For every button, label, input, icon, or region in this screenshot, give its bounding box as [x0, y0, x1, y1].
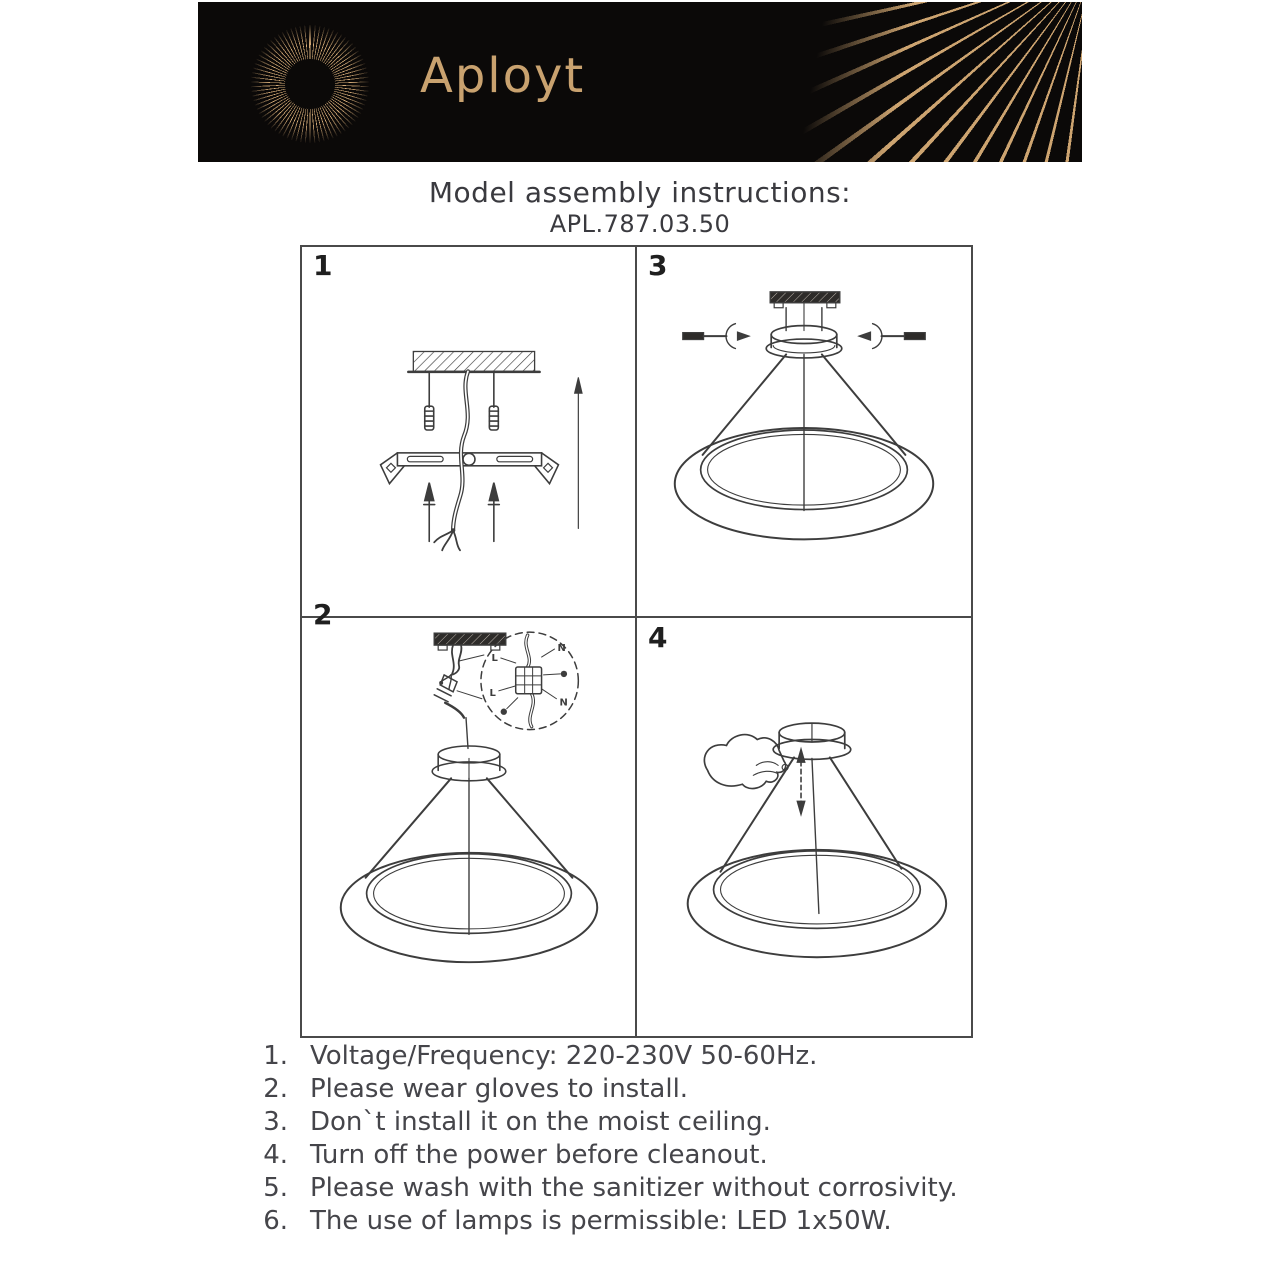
panel-number-3: 3 [648, 249, 668, 282]
wire-label-n: N [557, 643, 566, 655]
wire-label-l: L [491, 652, 498, 664]
brand-name: Aployt [420, 48, 586, 104]
panel-step-3 [637, 247, 971, 618]
up-arrow-icon [575, 377, 583, 528]
brand-banner [198, 2, 1082, 162]
instruction-text: Turn off the power before cleanout. [310, 1140, 768, 1170]
hand-icon [704, 735, 788, 789]
assembly-diagram-grid [300, 245, 973, 1038]
suspension-wires [366, 778, 573, 934]
instruction-item [244, 1175, 958, 1201]
instruction-number: 5. [263, 1173, 288, 1203]
wall-anchor-icon [425, 406, 434, 430]
canopy-icon [432, 718, 506, 781]
panel-number-1: 1 [313, 249, 333, 282]
instruction-item [244, 1076, 958, 1102]
instruction-number: 4. [263, 1140, 288, 1170]
instruction-item [244, 1208, 958, 1234]
up-down-arrow-icon [797, 748, 805, 815]
screw-icon [488, 483, 499, 542]
ceiling-plate-icon [434, 633, 506, 650]
panel-number-2: 2 [313, 598, 333, 631]
instruction-text: The use of lamps is permissible: LED 1x50W. [310, 1206, 892, 1236]
instruction-item [244, 1043, 958, 1069]
panel-step-1 [302, 247, 637, 618]
side-screw-left-icon [683, 324, 750, 349]
ceiling-plate-icon [770, 292, 840, 308]
panel-step-2 [302, 598, 637, 1036]
wiring-detail-circle [481, 632, 578, 729]
diagram-wiring-connection [302, 618, 635, 1036]
instruction-item [244, 1142, 958, 1168]
instruction-number: 3. [263, 1107, 288, 1137]
side-screw-right-icon [859, 324, 926, 349]
model-number: APL.787.03.50 [549, 210, 731, 238]
diagram-bracket-mounting [302, 247, 635, 616]
instruction-text: Please wash with the sanitizer without corrosivity. [310, 1173, 958, 1203]
cord-adjuster-icon [434, 675, 464, 718]
diagram-canopy-fixing [637, 247, 971, 616]
wire-label-n: N [559, 697, 568, 709]
panel-step-4 [637, 618, 971, 1036]
instruction-number: 2. [263, 1074, 288, 1104]
instruction-text: Please wear gloves to install. [310, 1074, 689, 1104]
page-title: Model assembly instructions: [428, 176, 852, 209]
diagram-height-adjustment [637, 618, 971, 1036]
instruction-number: 6. [263, 1206, 288, 1236]
canopy-icon [773, 723, 851, 759]
instruction-number: 1. [263, 1041, 288, 1071]
terminal-block-icon [516, 667, 542, 694]
power-cable-icon [434, 371, 468, 550]
instruction-list [244, 1043, 958, 1241]
suspension-wires [721, 757, 902, 913]
suspension-wires [703, 354, 906, 510]
starburst-logo-icon [251, 25, 369, 143]
hanging-wires [440, 645, 461, 689]
ceiling-icon [408, 351, 539, 371]
panel-number-4: 4 [648, 621, 668, 654]
wire-label-l: L [489, 687, 496, 699]
instruction-text: Voltage/Frequency: 220-230V 50-60Hz. [310, 1041, 818, 1071]
corner-rays-decoration-icon [772, 2, 1082, 162]
instruction-item [244, 1109, 958, 1135]
instruction-text: Don`t install it on the moist ceiling. [310, 1107, 771, 1137]
screw-icon [424, 483, 435, 542]
mounting-bracket-icon [381, 453, 559, 484]
wall-anchor-icon [489, 406, 498, 430]
